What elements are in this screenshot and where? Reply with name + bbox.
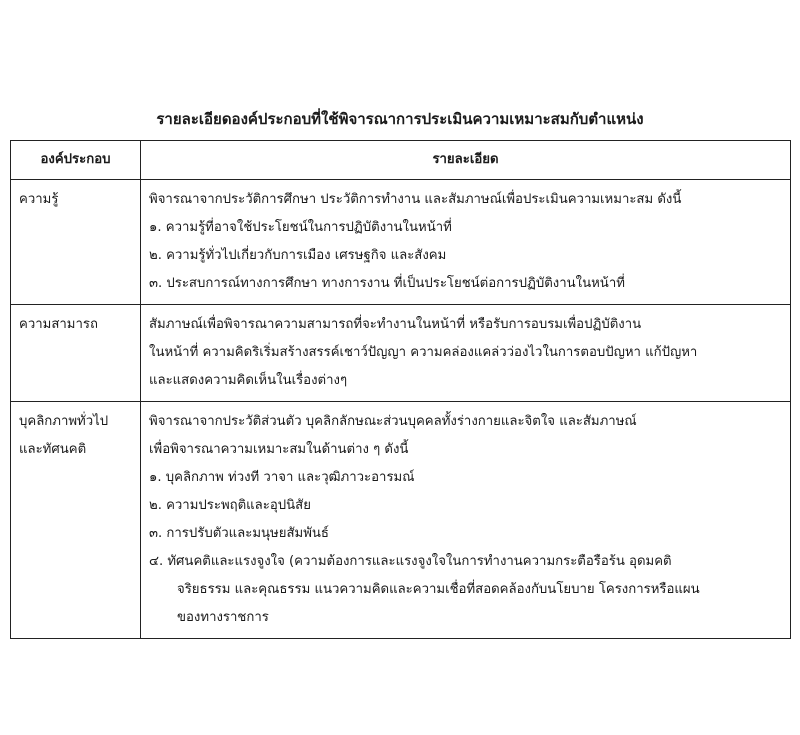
assessment-table [10, 140, 791, 639]
table-row-knowledge [11, 180, 791, 305]
detail-line: พิจารณาจากประวัติส่วนตัว บุคลิกลักษณะส่วนบุคคลทั้งร่างกายและจิตใจ และสัมภาษณ์ [149, 414, 637, 429]
detail-line: และแสดงความคิดเห็นในเรื่องต่างๆ [149, 373, 348, 388]
detail-item: ๑. บุคลิกภาพ ท่วงที วาจา และวุฒิภาวะอารมณ์ [149, 470, 415, 485]
table-row-personality [11, 402, 791, 639]
header-component: องค์ประกอบ [11, 141, 141, 180]
detail-line: สัมภาษณ์เพื่อพิจารณาความสามารถที่จะทำงานในหน้าที่ หรือรับการอบรมเพื่อปฏิบัติงาน [149, 317, 642, 332]
table-header-row [11, 141, 791, 180]
header-detail: รายละเอียด [141, 141, 791, 180]
component-label: ความสามารถ [19, 317, 98, 332]
detail-item: ๑. ความรู้ที่อาจใช้ประโยชน์ในการปฏิบัติงานในหน้าที่ [149, 220, 452, 235]
component-cell [11, 305, 141, 402]
detail-line: ในหน้าที่ ความคิดริเริ่มสร้างสรรค์เชาว์ปัญญา ความคล่องแคล่วว่องไวในการตอบปัญหา แก้ปัญหา [149, 345, 698, 360]
component-cell [11, 402, 141, 639]
detail-item: ๒. ความรู้ทั่วไปเกี่ยวกับการเมือง เศรษฐกิจ และสังคม [149, 248, 447, 263]
detail-cell [141, 180, 791, 305]
component-label: ความรู้ [19, 192, 59, 207]
component-label: และทัศนคติ [19, 442, 87, 457]
detail-line: เพื่อพิจารณาความเหมาะสมในด้านต่าง ๆ ดังนี้ [149, 442, 409, 457]
detail-item: ๒. ความประพฤติและอุปนิสัย [149, 498, 311, 513]
detail-item-continuation: จริยธรรม และคุณธรรม แนวความคิดและความเชื่อที่สอดคล้องกับนโยบาย โครงการหรือแผน [177, 582, 700, 597]
detail-item-continuation: ของทางราชการ [177, 610, 269, 625]
detail-item: ๔. ทัศนคติและแรงจูงใจ (ความต้องการและแรงจูงใจในการทำงานความกระตือรือร้น อุดมคติ [149, 554, 672, 569]
detail-line: พิจารณาจากประวัติการศึกษา ประวัติการทำงาน และสัมภาษณ์เพื่อประเมินความเหมาะสม ดังนี้ [149, 192, 682, 207]
component-cell [11, 180, 141, 305]
component-label: บุคลิกภาพทั่วไป [19, 414, 109, 429]
detail-item: ๓. การปรับตัวและมนุษยสัมพันธ์ [149, 526, 329, 541]
detail-item: ๓. ประสบการณ์ทางการศึกษา ทางการงาน ที่เป็นประโยชน์ต่อการปฏิบัติงานในหน้าที่ [149, 276, 625, 291]
detail-cell [141, 402, 791, 639]
document-title: รายละเอียดองค์ประกอบที่ใช้พิจารณาการประเมินความเหมาะสมกับตำแหน่ง [156, 110, 644, 128]
detail-cell [141, 305, 791, 402]
table-row-ability [11, 305, 791, 402]
